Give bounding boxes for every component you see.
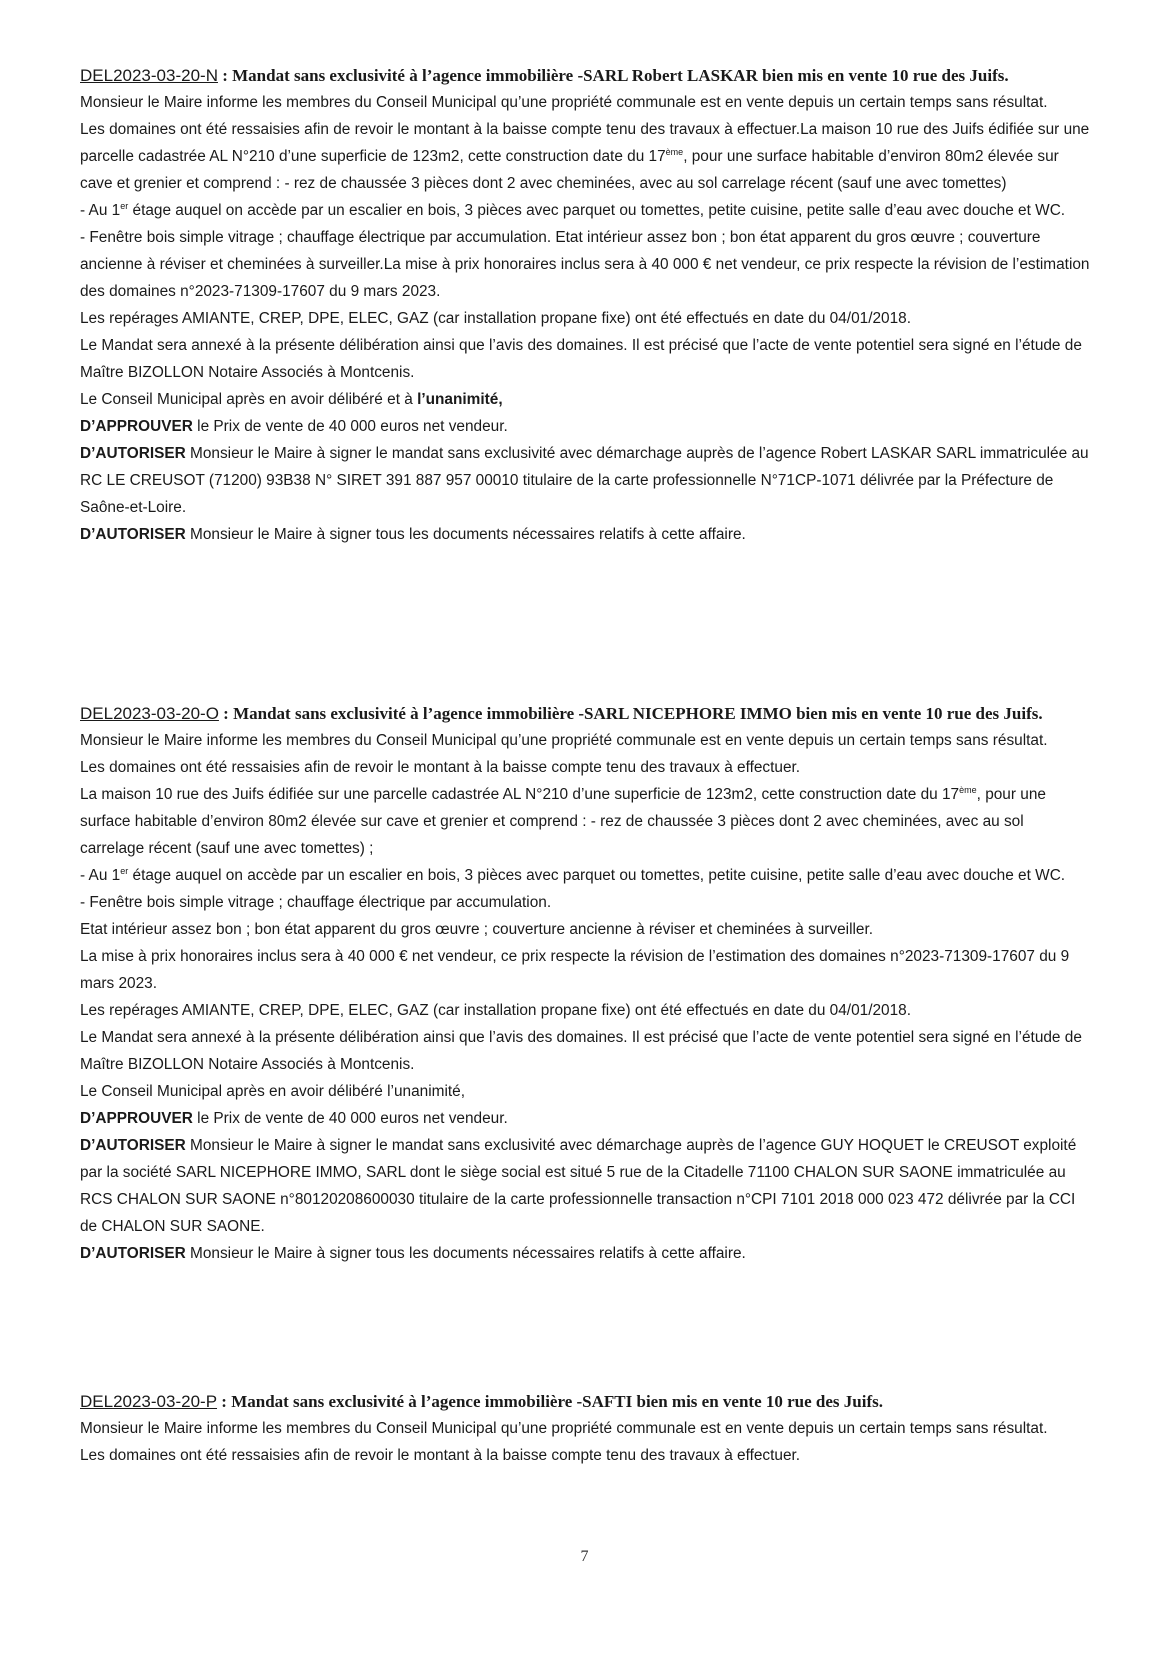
paragraph: Monsieur le Maire informe les membres du Conseil Municipal qu’une propriété communale est en vente depuis un certain temps sans résultat.	[80, 94, 1048, 111]
deliberation-section-p	[80, 1388, 1090, 1469]
approve-text: le Prix de vente de 40 000 euros net vendeur.	[192, 1110, 508, 1127]
deliberation-ref: DEL2023-03-20-O	[80, 704, 219, 723]
paragraph: Les repérages AMIANTE, CREP, DPE, ELEC, GAZ (car installation propane fixe) ont été effectués en date du 04/01/2018.	[80, 310, 911, 327]
authorize-line	[80, 1132, 1090, 1240]
authorize-label: D’AUTORISER	[80, 526, 186, 543]
vote-line	[80, 1078, 1090, 1105]
paragraph: Les domaines ont été ressaisies afin de revoir le montant à la baisse compte tenu des travaux à effectuer.	[80, 759, 801, 776]
vote-prefix: Le Conseil Municipal après en avoir délibéré l’unanimité,	[80, 1083, 465, 1100]
paragraph-text: Les domaines ont été ressaisies afin de revoir le montant à la baisse compte tenu des travaux à effectuer.La maison 10 rue des Juifs édifiée sur une parcelle cadastrée AL N°210 d’une superficie de 123m2, cette construction date du 17ème, pour une surface habitable d’environ 80m2 élevée sur cave et grenier et comprend : - rez de chaussée 3 pièces dont 2 avec cheminées, avec au sol carrelage récent (sauf une avec tomettes)	[80, 121, 1090, 192]
paragraph: La maison 10 rue des Juifs édifiée sur une parcelle cadastrée AL N°210 d’une superficie de 123m2, cette construction date du 17ème, pour une surface habitable d’environ 80m2 élevée sur cave et grenier et comprend : - rez de chaussée 3 pièces dont 2 avec cheminées, avec au sol carrelage récent (sauf une avec tomettes) ;	[80, 784, 1046, 857]
authorize-label: D’AUTORISER	[80, 445, 186, 462]
paragraph: Monsieur le Maire informe les membres du Conseil Municipal qu’une propriété communale est en vente depuis un certain temps sans résultat.	[80, 1420, 1048, 1437]
paragraph: - Au 1er étage auquel on accède par un escalier en bois, 3 pièces avec parquet ou tomettes, petite cuisine, petite salle d’eau avec douche et WC.	[80, 200, 1066, 219]
paragraph: Etat intérieur assez bon ; bon état apparent du gros œuvre ; couverture ancienne à réviser et cheminées à surveiller.	[80, 921, 874, 938]
approve-text: le Prix de vente de 40 000 euros net vendeur.	[192, 418, 508, 435]
paragraph: Le Mandat sera annexé à la présente délibération ainsi que l’avis des domaines. Il est précisé que l’acte de vente potentiel sera signé en l’étude de Maître BIZOLLON Notaire Associés à Montcenis.	[80, 337, 1082, 381]
authorize-text: Monsieur le Maire à signer le mandat sans exclusivité avec démarchage auprès de l’agence GUY HOQUET le CREUSOT exploité par la société SARL NICEPHORE IMMO, SARL dont le siège social est situé 5 rue de la Citadelle 71100 CHALON SUR SAONE immatriculée au RCS CHALON SUR SAONE n°80120208600030 titulaire de la carte professionnelle transaction n°CPI 7101 2018 000 023 472 délivrée par la CCI de CHALON SUR SAONE.	[80, 1137, 1077, 1235]
section-heading	[80, 1388, 1090, 1415]
paragraph	[80, 116, 1090, 197]
approve-label: D’APPROUVER	[80, 418, 193, 435]
deliberation-ref: DEL2023-03-20-P	[80, 1392, 218, 1411]
paragraph: Les repérages AMIANTE, CREP, DPE, ELEC, GAZ (car installation propane fixe) ont été effectués en date du 04/01/2018.	[80, 1002, 911, 1019]
approve-label: D’APPROUVER	[80, 1110, 193, 1127]
paragraph: - Au 1er étage auquel on accède par un escalier en bois, 3 pièces avec parquet ou tomettes, petite cuisine, petite salle d’eau avec douche et WC.	[80, 865, 1066, 884]
section-heading	[80, 62, 1090, 89]
approve-line	[80, 1105, 1090, 1132]
authorize-line	[80, 1240, 1090, 1267]
deliberation-ref: DEL2023-03-20-N	[80, 66, 218, 85]
deliberation-title: : Mandat sans exclusivité à l’agence immobilière -SARL NICEPHORE IMMO bien mis en vente 10 rue des Juifs.	[218, 704, 1043, 723]
paragraph: Les domaines ont été ressaisies afin de revoir le montant à la baisse compte tenu des travaux à effectuer.	[80, 1447, 801, 1464]
vote-bold: l’unanimité,	[417, 391, 503, 408]
authorize-text: Monsieur le Maire à signer le mandat sans exclusivité avec démarchage auprès de l’agence Robert LASKAR SARL immatriculée au RC LE CREUSOT (71200) 93B38 N° SIRET 391 887 957 00010 titulaire de la carte professionnelle N°71CP-1071 délivrée par la Préfecture de Saône-et-Loire.	[80, 445, 1089, 516]
authorize-label: D’AUTORISER	[80, 1137, 186, 1154]
authorize-text: Monsieur le Maire à signer tous les documents nécessaires relatifs à cette affaire.	[185, 1245, 746, 1262]
paragraph: - Fenêtre bois simple vitrage ; chauffage électrique par accumulation.	[80, 894, 552, 911]
paragraph: Monsieur le Maire informe les membres du Conseil Municipal qu’une propriété communale est en vente depuis un certain temps sans résultat.	[80, 732, 1048, 749]
approve-line	[80, 413, 1090, 440]
vote-prefix: Le Conseil Municipal après en avoir délibéré et à	[80, 391, 418, 408]
authorize-line	[80, 521, 1090, 548]
deliberation-title: : Mandat sans exclusivité à l’agence immobilière -SARL Robert LASKAR bien mis en vente 10 rue des Juifs.	[217, 66, 1009, 85]
paragraph: Le Mandat sera annexé à la présente délibération ainsi que l’avis des domaines. Il est précisé que l’acte de vente potentiel sera signé en l’étude de Maître BIZOLLON Notaire Associés à Montcenis.	[80, 1029, 1082, 1073]
section-heading	[80, 700, 1090, 727]
paragraph: La mise à prix honoraires inclus sera à 40 000 € net vendeur, ce prix respecte la révision de l’estimation des domaines n°2023-71309-17607 du 9 mars 2023.	[80, 948, 1070, 992]
paragraph: - Fenêtre bois simple vitrage ; chauffage électrique par accumulation. Etat intérieur assez bon ; bon état apparent du gros œuvre ; couverture ancienne à réviser et cheminées à surveiller.La mise à prix honoraires inclus sera à 40 000 € net vendeur, ce prix respecte la révision de l’estimation des domaines n°2023-71309-17607 du 9 mars 2023.	[80, 229, 1090, 300]
vote-line	[80, 386, 1090, 413]
page-number: 7	[580, 1548, 589, 1565]
authorize-label: D’AUTORISER	[80, 1245, 186, 1262]
deliberation-section-n	[80, 62, 1090, 548]
authorize-text: Monsieur le Maire à signer tous les documents nécessaires relatifs à cette affaire.	[185, 526, 746, 543]
deliberation-section-o	[80, 700, 1090, 1267]
deliberation-title: : Mandat sans exclusivité à l’agence immobilière -SAFTI bien mis en vente 10 rue des Juifs.	[217, 1392, 883, 1411]
authorize-line	[80, 440, 1090, 521]
